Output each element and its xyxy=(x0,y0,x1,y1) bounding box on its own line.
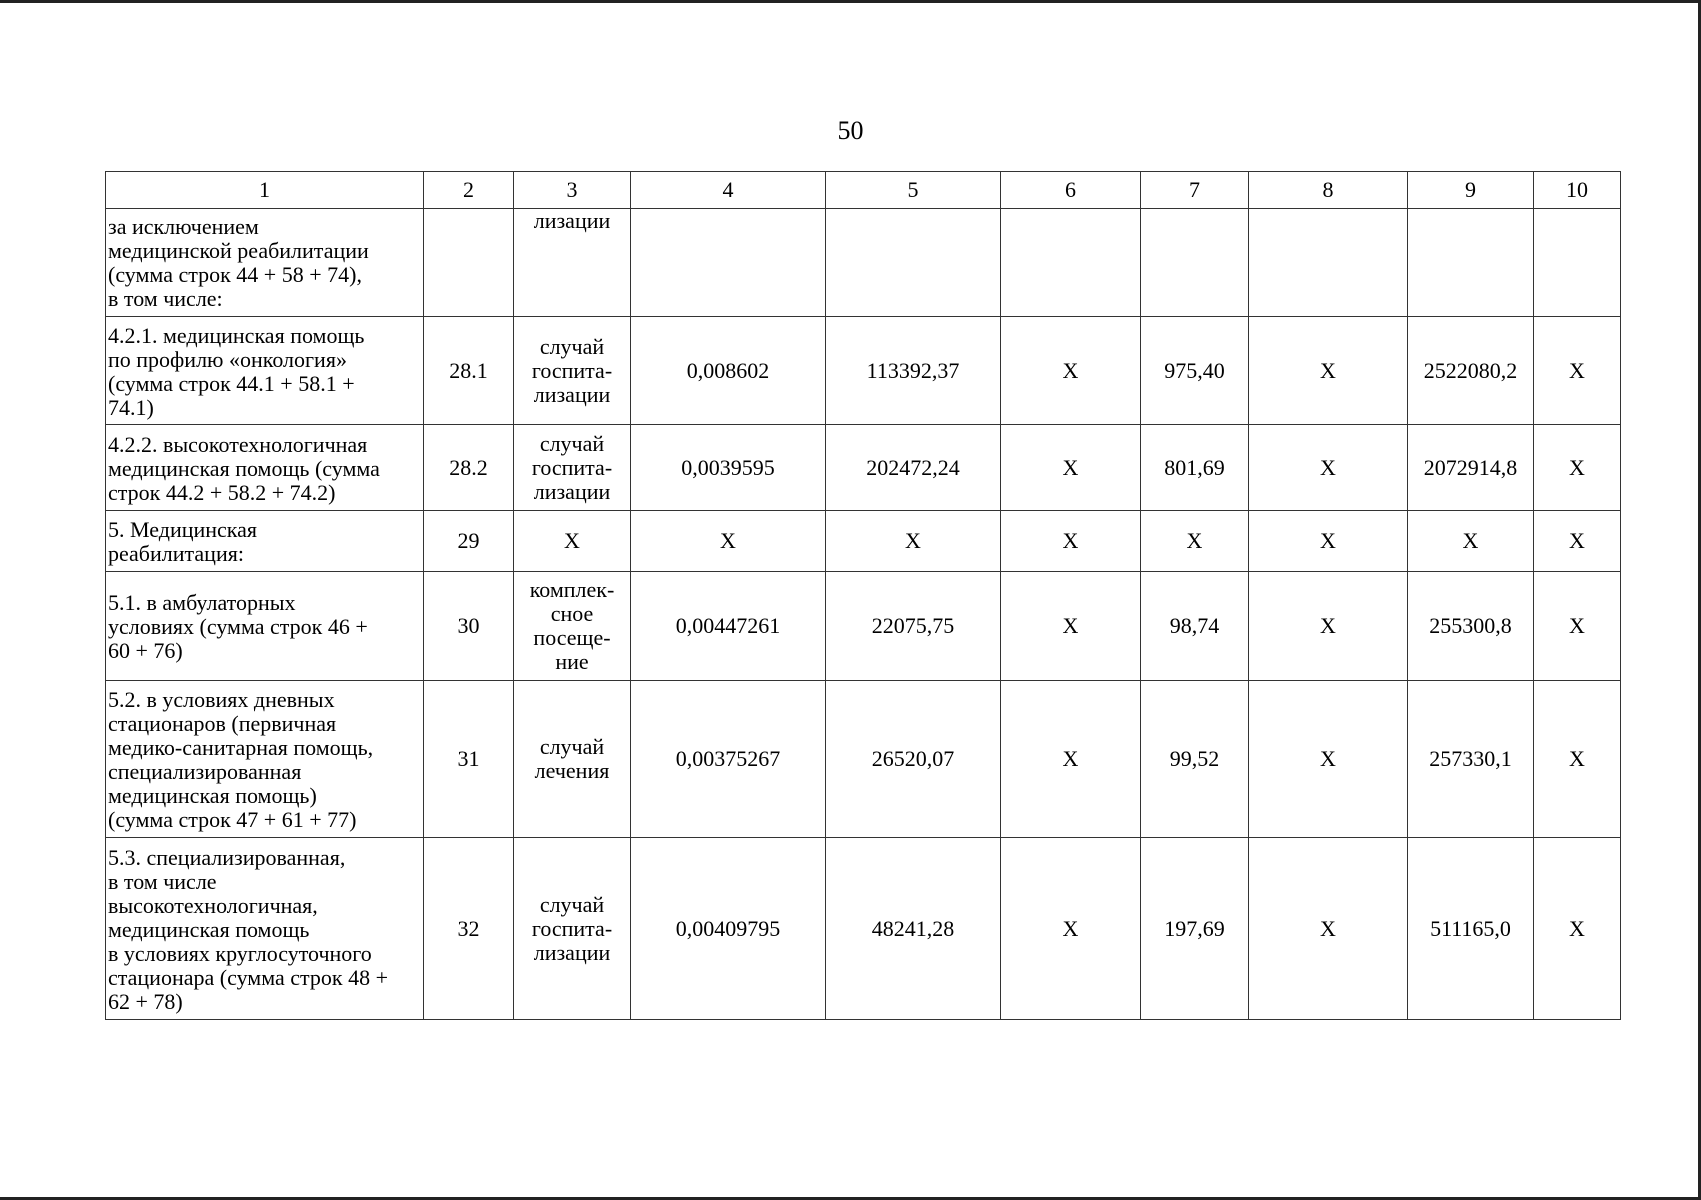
row-code: 31 xyxy=(424,681,514,838)
row-cell: Х xyxy=(1141,511,1249,572)
row-cell: 2072914,8 xyxy=(1408,425,1534,511)
row-unit: лизации xyxy=(514,209,631,317)
column-header: 8 xyxy=(1249,172,1408,209)
page-number: 50 xyxy=(837,116,864,145)
data-table xyxy=(105,171,1621,1020)
row-cell xyxy=(1408,209,1534,317)
row-code: 28.1 xyxy=(424,317,514,425)
row-cell: 975,40 xyxy=(1141,317,1249,425)
row-cell: Х xyxy=(1534,572,1621,681)
table-row xyxy=(106,681,1621,838)
table-row xyxy=(106,317,1621,425)
row-unit: Х xyxy=(514,511,631,572)
column-header: 5 xyxy=(826,172,1001,209)
row-unit: случай госпита- лизации xyxy=(514,838,631,1020)
row-code: 32 xyxy=(424,838,514,1020)
row-cell: 22075,75 xyxy=(826,572,1001,681)
row-cell: Х xyxy=(1534,317,1621,425)
row-cell xyxy=(1249,209,1408,317)
row-name: за исключением медицинской реабилитации (сумма строк 44 + 58 + 74), в том числе: xyxy=(106,209,424,317)
row-name: 5.2. в условиях дневных стационаров (первичная медико-санитарная помощь, специализированная медицинская помощь) (сумма строк 47 + 61 + 77) xyxy=(106,681,424,838)
column-header: 7 xyxy=(1141,172,1249,209)
row-cell: 48241,28 xyxy=(826,838,1001,1020)
row-cell xyxy=(1001,209,1141,317)
column-header: 2 xyxy=(424,172,514,209)
table-row xyxy=(106,425,1621,511)
row-cell: 2522080,2 xyxy=(1408,317,1534,425)
row-cell: 98,74 xyxy=(1141,572,1249,681)
row-cell: Х xyxy=(1001,572,1141,681)
row-cell: Х xyxy=(1249,317,1408,425)
column-header: 4 xyxy=(631,172,826,209)
row-cell xyxy=(826,209,1001,317)
row-cell: Х xyxy=(1534,838,1621,1020)
row-cell: Х xyxy=(1534,511,1621,572)
row-cell: Х xyxy=(1408,511,1534,572)
row-name: 5.1. в амбулаторных условиях (сумма строк 46 + 60 + 76) xyxy=(106,572,424,681)
row-cell xyxy=(1534,209,1621,317)
row-cell: 0,0039595 xyxy=(631,425,826,511)
row-cell: 257330,1 xyxy=(1408,681,1534,838)
header-row xyxy=(106,172,1621,209)
row-cell xyxy=(1141,209,1249,317)
table-row xyxy=(106,209,1621,317)
row-code: 30 xyxy=(424,572,514,681)
row-cell: 99,52 xyxy=(1141,681,1249,838)
row-cell: Х xyxy=(631,511,826,572)
row-cell xyxy=(631,209,826,317)
row-cell: Х xyxy=(1001,511,1141,572)
row-cell: Х xyxy=(826,511,1001,572)
table-row xyxy=(106,572,1621,681)
row-cell: 0,008602 xyxy=(631,317,826,425)
row-cell: 0,00409795 xyxy=(631,838,826,1020)
row-unit: случай лечения xyxy=(514,681,631,838)
row-name: 4.2.1. медицинская помощь по профилю «онкология» (сумма строк 44.1 + 58.1 + 74.1) xyxy=(106,317,424,425)
row-cell: Х xyxy=(1249,838,1408,1020)
row-cell: 113392,37 xyxy=(826,317,1001,425)
row-unit: случай госпита- лизации xyxy=(514,425,631,511)
row-cell: Х xyxy=(1249,681,1408,838)
row-name: 5. Медицинская реабилитация: xyxy=(106,511,424,572)
row-code xyxy=(424,209,514,317)
row-cell: Х xyxy=(1534,425,1621,511)
row-cell: Х xyxy=(1001,425,1141,511)
row-cell: 202472,24 xyxy=(826,425,1001,511)
table-row xyxy=(106,838,1621,1020)
column-header: 10 xyxy=(1534,172,1621,209)
row-cell: Х xyxy=(1249,425,1408,511)
column-header: 3 xyxy=(514,172,631,209)
row-cell: 255300,8 xyxy=(1408,572,1534,681)
column-header: 9 xyxy=(1408,172,1534,209)
row-cell: Х xyxy=(1249,572,1408,681)
row-cell: 0,00375267 xyxy=(631,681,826,838)
row-cell: 801,69 xyxy=(1141,425,1249,511)
row-cell: Х xyxy=(1001,317,1141,425)
row-cell: Х xyxy=(1534,681,1621,838)
table-row xyxy=(106,511,1621,572)
row-cell: 197,69 xyxy=(1141,838,1249,1020)
row-code: 28.2 xyxy=(424,425,514,511)
row-unit: комплек- сное посеще- ние xyxy=(514,572,631,681)
column-header: 1 xyxy=(106,172,424,209)
row-cell: 0,00447261 xyxy=(631,572,826,681)
row-cell: Х xyxy=(1001,838,1141,1020)
row-name: 5.3. специализированная, в том числе высокотехнологичная, медицинская помощь в условиях круглосуточного стационара (сумма строк 48 + 62 + 78) xyxy=(106,838,424,1020)
row-name: 4.2.2. высокотехнологичная медицинская помощь (сумма строк 44.2 + 58.2 + 74.2) xyxy=(106,425,424,511)
row-unit: случай госпита- лизации xyxy=(514,317,631,425)
row-code: 29 xyxy=(424,511,514,572)
row-cell: 26520,07 xyxy=(826,681,1001,838)
row-cell: Х xyxy=(1249,511,1408,572)
row-cell: 511165,0 xyxy=(1408,838,1534,1020)
column-header: 6 xyxy=(1001,172,1141,209)
row-cell: Х xyxy=(1001,681,1141,838)
